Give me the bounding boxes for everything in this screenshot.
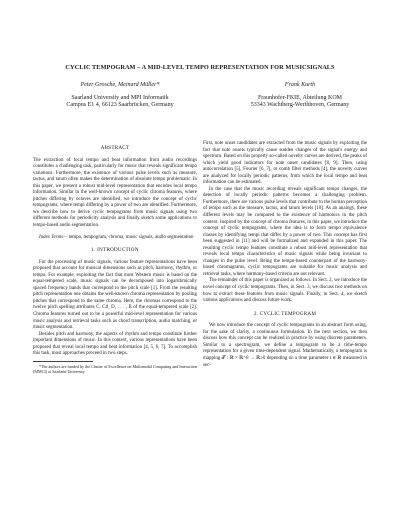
author-block-left: [20, 82, 220, 109]
intro-paragraph: For the processing of music signals, various feature representations have been proposed that account for musical dimensions such as pitch, harmony, rhythm, or tempo. For example, exploiting the fact that most Western music is based on the equal-tempered scale, music signals can be decomposed into logarithmically spaced frequency bands that correspond to the pitch scale [1]. From the resulting pitch representation one obtains the well-known chroma representation by pooling pitches that correspond to the same chroma. Here, the chromas correspond to the twelve pitch spelling attributes C, C♯, D, . . . , B of the equal-tempered scale [2]. Chroma features turned out to be a powerful mid-level representation for various music analysis and retrieval tasks such as chord transcription, audio matching, or music segmentation.: [33, 259, 197, 331]
footnote-divider: [33, 361, 93, 362]
author-names: Frank Kurth: [284, 82, 316, 88]
body-paragraph: In the case that the music recording reveals significant tempo changes, the detection of locally periodic patterns becomes a challenging problem. Furthermore, there are various pulse levels that contribute to the human perception of tempo such as the measure, tactus, and tatum levels [10]. As an analogy, these different levels may be compared to the existence of harmonics in the pitch context. Inspired by the concept of chroma features, in this paper, we introduce the concept of cyclic tempograms, where the idea is to form tempo equivalence classes by identifying tempi that differ by a power of two. This concept has first been suggested in [11] and will be formalized and expanded in this paper. The resulting cyclic tempo features constitute a robust mid-level representation that reveals local tempo characteristics of music signals while being invariant to changes in the pulse level. Being the tempo-based counterpart of the harmony-based chromagrams, cyclic tempograms are suitable for music analysis and retrieval tasks, where harmony-based criteria are not relevant.: [203, 186, 367, 277]
affiliation-line: Saarland University and MPI Informatik: [71, 95, 169, 101]
section-2-heading: 2. CYCLIC TEMPOGRAM: [253, 310, 317, 317]
body-paragraph: The remainder of this paper is organized as follows. In Sect. 2, we introduce the novel concept of cyclic tempograms. Then, in Sect. 3, we discuss two methods on how to extract these features from music signals. Finally, in Sect. 4, we sketch various applications and discuss future work.: [203, 278, 367, 304]
left-column: [33, 142, 197, 374]
index-terms-text: tempo, tempogram, chroma, music signals, audio segmentation: [67, 234, 194, 240]
affiliation-line: Campus E1 4, 66123 Saarbrücken, Germany: [66, 102, 174, 109]
body-paragraph: First, note onset candidates are extracted from the music signals by exploiting the fact that note onsets typically cause sudden changes of the signal's energy and spectrum. Based on this property so-called novelty curves are derived, the peaks of which yield good indicators for note onset candidates [8, 9]. Then, using autocorrelation [5], Fourier [6, 7], or comb filter methods [4], the novelty curves are analyzed for locally periodic patterns, from which the local tempo and beat information can be estimated.: [203, 141, 367, 186]
affiliation-line: Fraunhofer-FKIE, Abteilung KOM: [257, 95, 343, 101]
right-column: [203, 141, 367, 369]
section-2-paragraph: We now introduce the concept of cyclic tempograms in an abstract form using, for the sake of clarity, a continuous formulation. In the next section, we then discuss how this concept can be realized in practice by using discrete parameters. Similar to a spectrogram, we define a tempogram to be a time-tempo representation for a given time-dependent signal. Mathematically, a tempogram is mapping 𝒯 : ℝ × ℝ>0 → ℝ≥0 depending on a time parameter t ∈ ℝ measured in sec-: [203, 323, 367, 368]
affiliation-line: 53343 Wachtberg-Werthhoven, Germany: [250, 102, 350, 109]
index-terms: [33, 235, 197, 242]
paper-title: CYCLIC TEMPOGRAM – A MID-LEVEL TEMPO REPRESENTATION FOR MUSICSIGNALS: [65, 64, 335, 71]
abstract-heading: ABSTRACT: [100, 145, 130, 151]
author-block-right: [220, 82, 380, 109]
abstract-text: The extraction of local tempo and beat information from audio recordings constitutes a challenging task, particularly for music that reveals significant tempo variations. Furthermore, the existence of various pulse levels such as measure, tactus, and tatum often makes the determination of absolute tempo problematic. In this paper, we present a robust mid-level representation that encodes local tempo information. Similar to the well-known concept of cyclic chroma features, where pitches differing by octaves are identified, we introduce the concept of cyclic tempograms, where tempi differing by a power of two are identified. Furthermore, we describe how to derive cyclic tempograms from music signals using two different methods for periodicity analysis and finally sketch some applications to tempo-based audio segmentation.: [33, 157, 197, 229]
index-terms-label: Index Terms—: [39, 234, 68, 240]
footnote: *The authors are funded by the Cluster of Excellence on Multimodal Computing and Interaction (MMCI) at Saarland University.: [33, 363, 197, 374]
introduction-heading: 1. INTRODUCTION: [91, 247, 139, 254]
author-names: Peter Grosche, Meinard Müller*: [80, 82, 160, 88]
intro-paragraph: Besides pitch and harmony, the aspects of rhythm and tempo constitute further important dimensions of music. In this context, various representations have been proposed that reveal local tempo and beat information [4, 5, 6, 7]. To accomplish this task, most approaches proceed in two steps.: [33, 331, 197, 357]
